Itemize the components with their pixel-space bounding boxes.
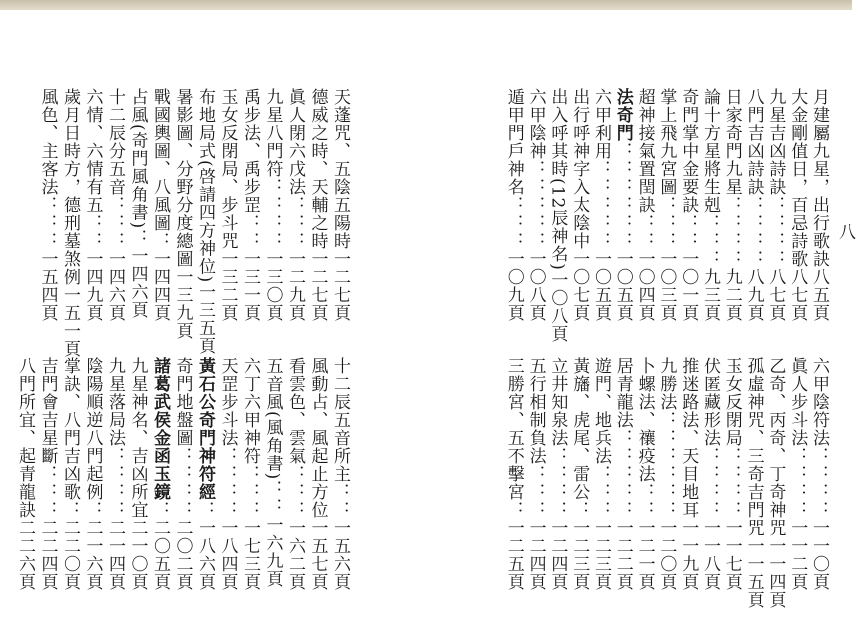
toc-entry-page: 二〇五頁 <box>150 519 170 591</box>
toc-entry <box>699 357 721 607</box>
toc-entry-page: 一三九頁 <box>172 268 193 340</box>
toc-dot-leader: ：：： <box>105 196 125 250</box>
toc-dot-leader: ：：： <box>37 196 58 250</box>
toc-entry-page: 一四九頁 <box>82 250 103 322</box>
toc-entry-page: 二二〇頁 <box>60 519 80 591</box>
toc-entry-title: 九星八門符 <box>262 88 283 178</box>
toc-dot-leader: ：：：： <box>700 447 720 519</box>
toc-dot-leader: ：： <box>240 214 260 250</box>
right-page-bottom-toc <box>495 357 830 607</box>
left-page-top-toc <box>8 88 353 358</box>
toc-dot-leader: ：：：：：： <box>612 142 633 250</box>
toc-dot-leader: ：：：： <box>721 196 742 268</box>
toc-entry-page: 九二頁 <box>721 268 742 322</box>
toc-entry-title: 出入呼其時(12辰神名) <box>547 88 568 271</box>
toc-entry <box>808 357 830 607</box>
toc-dot-leader: ： <box>503 501 524 519</box>
toc-entry-title: 看雲色、雲氣 <box>285 357 305 465</box>
toc-dot-leader: ：： <box>634 214 655 250</box>
toc-entry <box>503 357 525 607</box>
toc-dot-leader: ：：：： <box>721 447 742 519</box>
toc-entry-title: 六丁六甲神符 <box>240 357 260 465</box>
toc-entry <box>194 357 216 607</box>
toc-entry-title: 諸葛武侯金函玉鏡 <box>150 357 170 501</box>
toc-entry-title: 風色、主客法 <box>37 88 58 196</box>
toc-entry <box>239 88 261 328</box>
toc-entry-page: 九三頁 <box>700 268 720 322</box>
toc-entry-title: 乙奇、丙奇、丁奇神咒 <box>765 357 786 537</box>
toc-dot-leader: ：：： <box>525 465 546 519</box>
toc-entry-page: 一〇九頁 <box>503 250 524 322</box>
toc-entry <box>525 357 547 607</box>
toc-entry <box>808 88 830 328</box>
toc-dot-leader: ：：：： <box>787 447 808 519</box>
toc-entry-page: 一三〇頁 <box>262 250 283 322</box>
toc-entry-page: 一一九頁 <box>678 519 699 591</box>
toc-entry <box>503 88 525 328</box>
toc-entry-title: 風動占、風起止方位 <box>307 357 328 519</box>
toc-dot-leader: ：：： <box>285 465 305 519</box>
toc-entry-page: 一一〇頁 <box>809 519 829 591</box>
toc-dot-leader: ：：：：： <box>612 429 633 519</box>
toc-entry-page: 一〇七頁 <box>569 250 590 322</box>
toc-entry-page: 一一五頁 <box>743 537 764 609</box>
toc-entry-title: 十二辰五音所主 <box>330 357 350 483</box>
toc-entry-title: 五行相制負法 <box>525 357 546 465</box>
toc-entry-page: 一二一頁 <box>634 519 655 591</box>
toc-entry <box>612 357 634 607</box>
top-border <box>0 0 852 10</box>
toc-dot-leader: ：：：： <box>262 178 283 250</box>
right-page-top-toc <box>495 88 830 343</box>
toc-entry <box>634 88 656 328</box>
toc-entry-page: 八五頁 <box>809 268 829 322</box>
toc-entry <box>677 88 699 328</box>
toc-entry-page: 一二四頁 <box>547 519 568 591</box>
toc-dot-leader: ： <box>569 501 590 519</box>
toc-dot-leader: ： <box>60 501 80 519</box>
toc-entry-page: 一一七頁 <box>721 519 742 591</box>
toc-dot-leader: ：：： <box>285 196 305 250</box>
toc-entry-page: 一二三頁 <box>591 519 611 591</box>
toc-entry <box>82 88 104 328</box>
toc-entry <box>59 88 81 358</box>
toc-entry-page: 八七頁 <box>765 268 786 322</box>
toc-entry-title: 遁甲門戶神名 <box>503 88 524 196</box>
toc-entry-page: 二一〇頁 <box>127 519 148 591</box>
toc-entry-title: 法奇門 <box>612 88 633 142</box>
toc-entry <box>217 357 239 607</box>
toc-entry-page: 一二四頁 <box>525 519 546 591</box>
toc-entry-title: 天蓬咒、五陰五陽時 <box>330 88 350 250</box>
toc-entry <box>239 357 261 607</box>
toc-entry-title: 玉女反閉局 <box>721 357 742 447</box>
toc-entry-page: 一二九頁 <box>285 250 305 322</box>
toc-entry <box>721 88 743 328</box>
toc-entry-title: 眞人閉六戊法 <box>285 88 305 196</box>
toc-entry <box>172 88 194 340</box>
toc-entry <box>612 88 634 328</box>
toc-entry-title: 掌上飛九宮圖 <box>656 88 677 196</box>
toc-entry-page: 二〇二頁 <box>172 519 193 591</box>
toc-entry-title: 八門所宜、起青龍訣 <box>15 357 35 519</box>
toc-entry-page: 一二七頁 <box>330 250 350 322</box>
toc-entry-title: 大金剛值日，百忌詩歌 <box>787 88 808 268</box>
toc-dot-leader: ：：： <box>37 465 58 519</box>
toc-entry <box>82 357 104 607</box>
toc-entry-page: 一一八頁 <box>700 519 720 591</box>
toc-entry-page: 一四六頁 <box>127 247 148 320</box>
toc-entry-title: 九星神名、吉凶所宜 <box>127 357 148 519</box>
toc-entry <box>699 88 721 328</box>
toc-entry-page: 一八四頁 <box>217 519 238 591</box>
toc-entry-page: 一二〇頁 <box>656 519 677 591</box>
toc-entry <box>568 88 590 328</box>
toc-entry-title: 推迷路法、天目地耳 <box>678 357 699 519</box>
toc-dot-leader: ：：： <box>700 214 720 268</box>
toc-dot-leader: ： <box>127 229 148 248</box>
toc-entry-page: 一三五頁 <box>195 283 215 356</box>
toc-entry-page: 八九頁 <box>743 268 764 322</box>
toc-entry <box>307 88 329 328</box>
toc-entry-page: 一二七頁 <box>307 250 328 322</box>
toc-entry <box>284 357 306 607</box>
toc-dot-leader: ：：：： <box>172 447 193 519</box>
toc-entry-page: 一〇三頁 <box>656 250 677 322</box>
toc-entry-title: 九星吉凶詩訣 <box>765 88 786 196</box>
toc-entry-page: 一五四頁 <box>37 250 58 322</box>
toc-entry-page: 一五六頁 <box>330 519 350 591</box>
toc-dot-leader: ：：：： <box>809 447 829 519</box>
toc-entry-title: 三勝宮、五不擊宮 <box>503 357 524 501</box>
toc-entry-title: 歲月日時方，德刑墓煞例 <box>60 88 80 286</box>
toc-entry <box>262 88 284 328</box>
toc-entry <box>104 88 126 328</box>
toc-dot-leader: ：：：： <box>217 447 238 519</box>
toc-entry-page: 二一四頁 <box>105 519 125 591</box>
toc-entry-page: 一三二頁 <box>217 250 238 322</box>
toc-entry-page: 一〇八頁 <box>547 270 568 343</box>
toc-entry-page: 一一四頁 <box>765 537 786 609</box>
toc-entry <box>525 88 547 328</box>
toc-entry <box>743 88 765 328</box>
toc-dot-leader: ：： <box>262 480 283 517</box>
toc-entry-title: 天罡步斗法 <box>217 357 238 447</box>
toc-entry <box>764 88 786 328</box>
toc-entry-title: 遊門、地兵法 <box>591 357 611 465</box>
toc-entry-title: 戰國輿圖、八風圖 <box>150 88 170 232</box>
toc-entry-page: 一二二頁 <box>612 519 633 591</box>
toc-entry-page: 一六二頁 <box>285 519 305 591</box>
toc-dot-leader: ：： <box>330 483 350 519</box>
toc-entry <box>59 357 81 607</box>
toc-entry <box>307 357 329 607</box>
toc-dot-leader: ： <box>82 501 103 519</box>
toc-entry-title: 八門吉凶詩訣 <box>743 88 764 196</box>
toc-entry-title: 六情、六情有五 <box>82 88 103 214</box>
toc-dot-leader: ：：：：：： <box>656 411 677 519</box>
toc-entry <box>149 88 171 328</box>
toc-entry-page: 二二六頁 <box>15 519 35 591</box>
toc-entry-title: 立井知泉法 <box>547 357 568 447</box>
toc-entry-title: 超神接氣置閏訣 <box>634 88 655 214</box>
toc-entry-page: 一一二頁 <box>787 519 808 591</box>
toc-entry <box>127 357 149 607</box>
toc-entry-page: 二二四頁 <box>37 519 58 591</box>
toc-entry-page: 一〇四頁 <box>634 250 655 322</box>
toc-entry-page: 一三一頁 <box>240 250 260 322</box>
toc-entry <box>149 357 171 607</box>
toc-entry <box>721 357 743 607</box>
toc-dot-leader: ：：： <box>240 465 260 519</box>
toc-dot-leader: ：：： <box>503 196 524 250</box>
toc-dot-leader: ： <box>150 232 170 250</box>
toc-entry <box>14 357 36 607</box>
toc-entry <box>37 88 59 328</box>
toc-entry <box>786 357 808 607</box>
toc-entry-title: 黃石公奇門神符經 <box>195 357 215 501</box>
toc-entry <box>546 357 568 607</box>
toc-entry-page: 一四四頁 <box>150 250 170 322</box>
toc-dot-leader: ：：：： <box>105 447 125 519</box>
toc-entry-title: 居青龍法 <box>612 357 633 429</box>
toc-entry <box>655 357 677 607</box>
toc-entry <box>329 357 351 607</box>
toc-entry <box>217 88 239 328</box>
toc-entry-title: 論十方星將生剋 <box>700 88 720 214</box>
toc-entry <box>104 357 126 607</box>
toc-dot-leader: ： <box>150 501 170 519</box>
toc-entry-title: 奇門掌中金要訣 <box>678 88 699 214</box>
toc-entry <box>764 357 786 607</box>
toc-entry-page: 一二五頁 <box>503 519 524 591</box>
toc-entry-title: 六甲利用 <box>591 88 611 160</box>
toc-entry-page: 一〇五頁 <box>612 250 633 322</box>
toc-dot-leader: ：：：： <box>547 447 568 519</box>
toc-entry-title: 月建屬九星，出行歌訣 <box>809 88 829 268</box>
toc-entry-title: 黃旛、虎尾、雷公 <box>569 357 590 501</box>
toc-entry-page: 一五七頁 <box>307 519 328 591</box>
page-number: 八 <box>835 223 855 240</box>
toc-entry-title: 玉女反閉局、步斗咒 <box>217 88 238 250</box>
toc-entry-title: 禹步法、禹步罡 <box>240 88 260 214</box>
toc-entry-page: 一〇一頁 <box>678 250 699 322</box>
toc-entry <box>568 357 590 607</box>
toc-entry-page: 八七頁 <box>787 268 808 322</box>
toc-entry <box>786 88 808 328</box>
toc-entry <box>590 88 612 328</box>
toc-entry-title: 德威之時、天輔之時 <box>307 88 328 250</box>
toc-dot-leader: ：：： <box>656 196 677 250</box>
toc-entry <box>127 88 149 328</box>
toc-entry <box>677 357 699 607</box>
toc-dot-leader: ：：：： <box>743 196 764 268</box>
toc-dot-leader: ： <box>195 501 215 519</box>
toc-entry-title: 六甲陰神 <box>525 88 546 160</box>
toc-entry-title: 伏匿藏形法 <box>700 357 720 447</box>
toc-entry <box>284 88 306 328</box>
toc-entry-title: 布地局式(啓請四方神位) <box>195 88 215 284</box>
toc-entry-title: 日家奇門九星 <box>721 88 742 196</box>
toc-entry-page: 一四六頁 <box>105 250 125 322</box>
toc-entry-title: 吉門會吉星斷 <box>37 357 58 465</box>
toc-entry <box>546 88 568 343</box>
toc-entry-title: 五音風(風角書) <box>262 357 283 481</box>
toc-entry-title: 占風(奇門風角書) <box>127 88 148 230</box>
toc-dot-leader: ：：：：： <box>525 160 546 250</box>
toc-entry <box>655 88 677 328</box>
toc-entry-page: 一二三頁 <box>569 519 590 591</box>
toc-entry <box>194 88 216 356</box>
toc-entry-page: 一〇五頁 <box>591 250 611 322</box>
toc-entry-title: 六甲陰符法 <box>809 357 829 447</box>
toc-entry <box>634 357 656 607</box>
toc-entry-page: 一六九頁 <box>262 516 283 589</box>
toc-entry-page: 一〇八頁 <box>525 250 546 322</box>
toc-entry-page: 一五一頁 <box>60 286 80 358</box>
toc-dot-leader: ：： <box>82 214 103 250</box>
toc-entry-title: 十二辰分五音 <box>105 88 125 196</box>
toc-entry <box>172 357 194 607</box>
toc-entry <box>743 357 765 607</box>
toc-dot-leader: ：： <box>678 214 699 250</box>
toc-entry-title: 掌訣、八門吉凶歌 <box>60 357 80 501</box>
toc-entry-page: 二一六頁 <box>82 519 103 591</box>
toc-dot-leader: ：： <box>634 483 655 519</box>
toc-entry-title: 出行呼神字入太陰中 <box>569 88 590 250</box>
toc-entry-title: 奇門地盤圖 <box>172 357 193 447</box>
toc-entry <box>262 357 284 607</box>
toc-entry-page: 一八六頁 <box>195 519 215 591</box>
toc-entry <box>37 357 59 607</box>
toc-entry-title: 眞人步斗法 <box>787 357 808 447</box>
toc-dot-leader: ：：： <box>591 465 611 519</box>
toc-entry-title: 九星落局法 <box>105 357 125 447</box>
toc-entry-title: 暑影圖、分野分度總圖 <box>172 88 193 268</box>
toc-entry <box>329 88 351 328</box>
toc-entry-page: 一七三頁 <box>240 519 260 591</box>
toc-dot-leader: ：：：：： <box>591 160 611 250</box>
toc-dot-leader: ：：：： <box>765 196 786 268</box>
toc-entry-title: 孤虛神咒、三奇吉門咒 <box>743 357 764 537</box>
toc-entry <box>590 357 612 607</box>
left-page-bottom-toc <box>8 357 353 607</box>
toc-entry-title: 卜螺法、禳疫法 <box>634 357 655 483</box>
toc-entry-title: 九勝法 <box>656 357 677 411</box>
toc-entry-title: 陰陽順逆八門起例 <box>82 357 103 501</box>
